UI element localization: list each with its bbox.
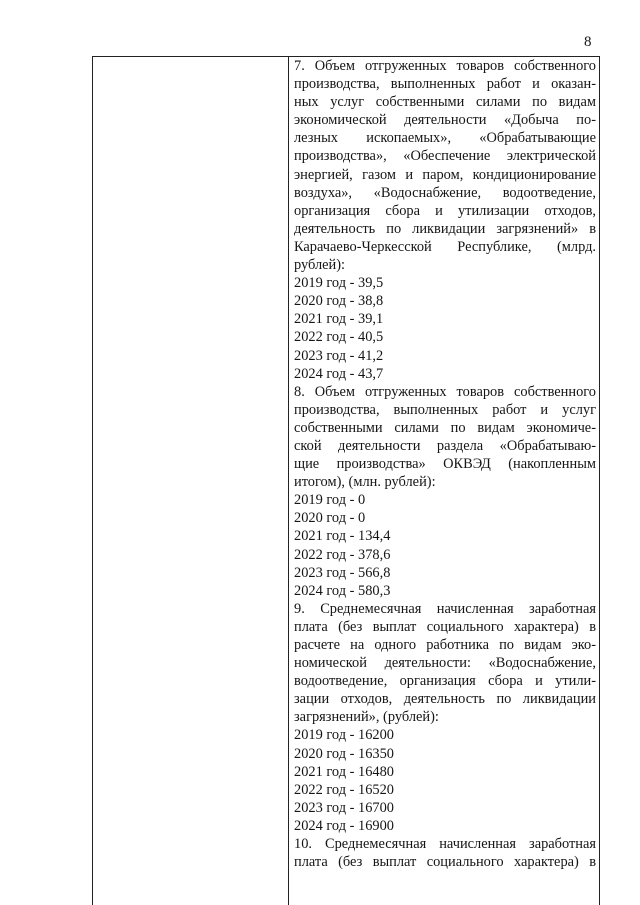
indicator-9 (294, 600, 596, 835)
text-line: производства», «Обеспечение электрической (294, 148, 596, 165)
year-value: 2020 год - 0 (294, 510, 366, 527)
text-line: номической деятельности: «Водоснабжение, (294, 655, 596, 672)
text-line: 10. Среднемесячная начисленная заработная (294, 836, 596, 853)
indicator-10 (294, 835, 596, 871)
text-line: собственными силами по видам экономиче- (294, 419, 596, 436)
text-line: плата (без выплат социального характера) в (294, 854, 596, 871)
year-value: 2022 год - 40,5 (294, 329, 384, 346)
table-left-column (93, 57, 289, 905)
year-value: 2022 год - 378,6 (294, 546, 391, 563)
text-line: организация сбора и утилизации отходов, (294, 202, 596, 219)
text-line: производства, выполненных работ и оказан- (294, 76, 596, 93)
indicator-8 (294, 383, 596, 600)
text-line: 9. Среднемесячная начисленная заработная (294, 600, 596, 617)
year-value: 2024 год - 16900 (294, 817, 394, 834)
text-line: зации отходов, деятельность по ликвидации (294, 691, 596, 708)
year-value: 2019 год - 16200 (294, 727, 394, 744)
indicator-7 (294, 57, 596, 383)
text-line: расчете на одного работника по видам эко- (294, 637, 596, 653)
table-right-column (294, 57, 596, 871)
year-value: 2023 год - 41,2 (294, 347, 384, 364)
text-line: 7. Объем отгруженных товаров собственного (294, 58, 596, 74)
text-line: лезных ископаемых», «Обрабатывающие (294, 130, 596, 147)
year-value: 2024 год - 43,7 (294, 365, 384, 382)
year-value: 2020 год - 16350 (294, 745, 394, 762)
document-table (92, 56, 600, 905)
year-value: 2023 год - 566,8 (294, 564, 391, 581)
page-number: 8 (584, 34, 592, 50)
text-line: загрязнений», (рублей): (294, 709, 439, 726)
text-line: плата (без выплат социального характера) в (294, 618, 596, 635)
year-value: 2021 год - 16480 (294, 763, 394, 780)
text-line: итогом), (млн. рублей): (294, 474, 436, 491)
text-line: энергией, газом и паром, кондиционирование (294, 166, 596, 183)
text-line: щие производства» ОКВЭД (накопленным (294, 456, 596, 473)
text-line: воздуха», «Водоснабжение, водоотведение, (294, 184, 596, 201)
text-line: Карачаево-Черкесской Республике, (млрд. (294, 238, 596, 255)
text-line: водоотведение, организация сбора и утили- (294, 673, 596, 690)
text-line: ных услуг собственными силами по видам (294, 94, 596, 111)
year-value: 2019 год - 39,5 (294, 275, 384, 292)
year-value: 2023 год - 16700 (294, 799, 394, 816)
year-value: 2019 год - 0 (294, 492, 366, 509)
text-line: рублей): (294, 257, 346, 274)
year-value: 2021 год - 39,1 (294, 311, 384, 328)
text-line: производства, выполненных работ и услуг (294, 401, 596, 418)
year-value: 2022 год - 16520 (294, 781, 394, 798)
text-line: 8. Объем отгруженных товаров собственного (294, 383, 596, 400)
year-value: 2020 год - 38,8 (294, 293, 384, 310)
year-value: 2021 год - 134,4 (294, 528, 391, 545)
year-value: 2024 год - 580,3 (294, 582, 391, 599)
text-line: ской деятельности раздела «Обрабатываю- (294, 437, 596, 454)
text-line: экономической деятельности «Добыча по- (294, 112, 596, 129)
text-line: деятельность по ликвидации загрязнений» в (294, 220, 596, 237)
